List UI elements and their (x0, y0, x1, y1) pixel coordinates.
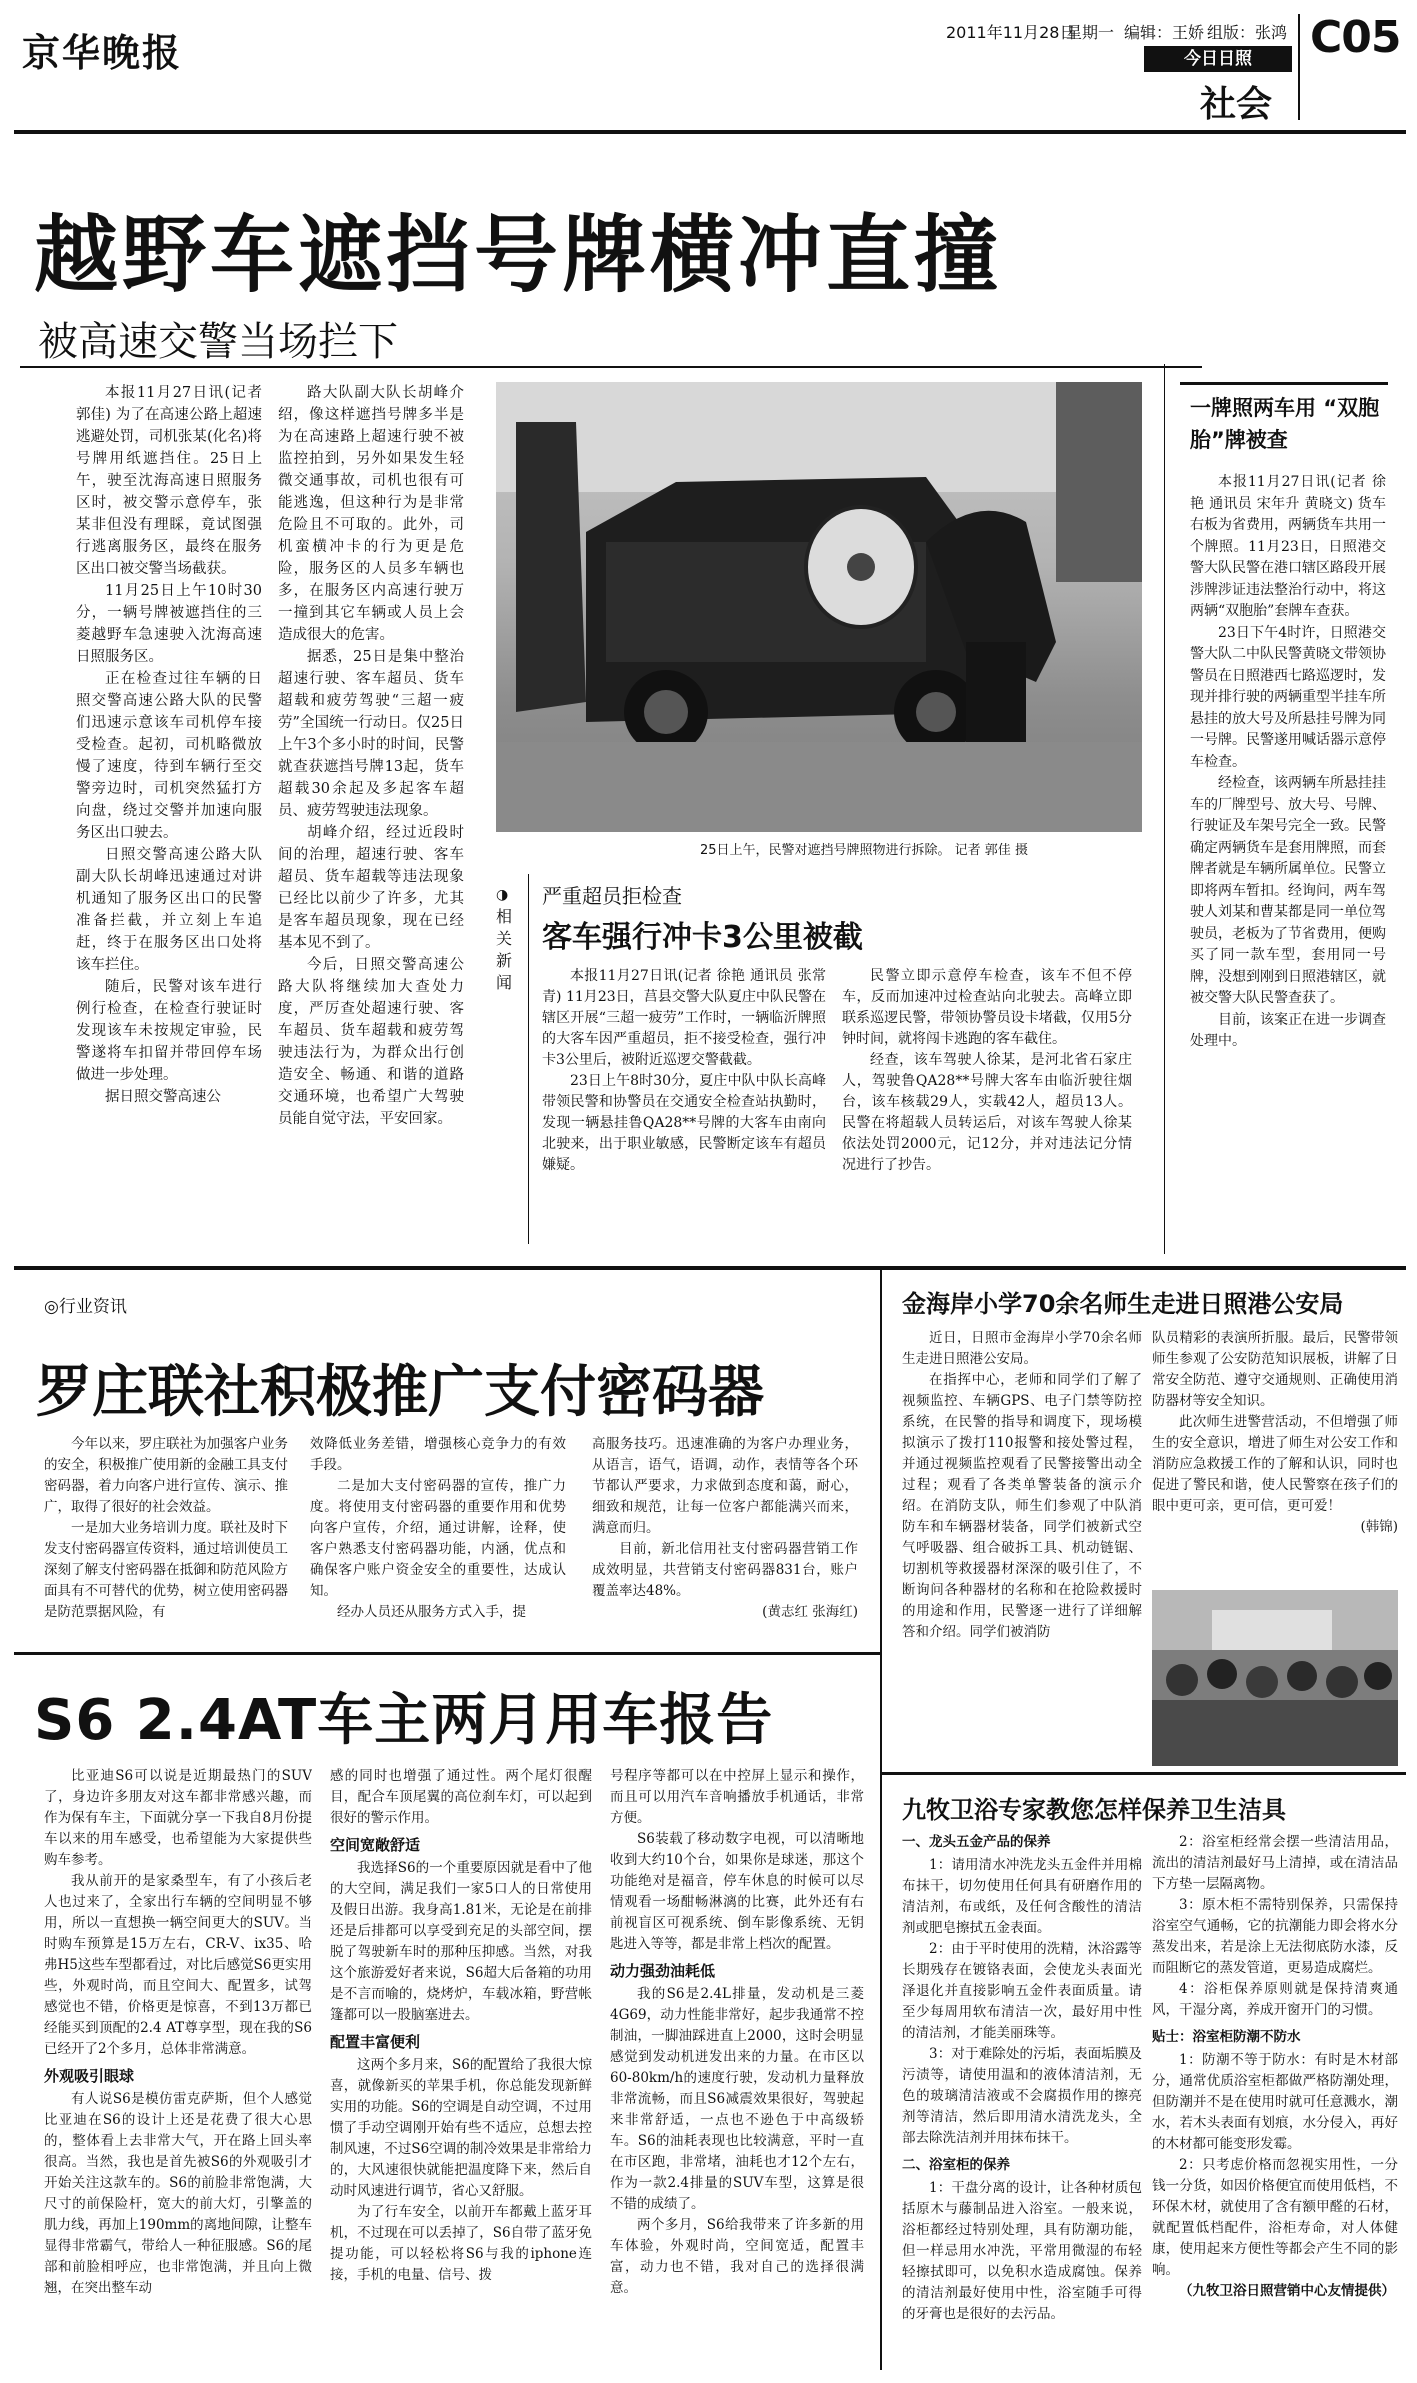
sidebar-body (1190, 472, 1386, 1252)
story1-para: 本报11月27日讯(记者 郭佳) 为了在高速公路上超速逃避处罚，司机张某(化名)将号牌用纸遮挡住。25日上午，驶至沈海高速日照服务区时，被交警示意停车，张某非但没有理睬，竟试图强行逃离服务区，最终在服务区出口被交警当场截获。 (76, 385, 262, 577)
sidebar-story (1180, 382, 1388, 1252)
story2-para: 经办人员还从服务方式入手，提 (337, 1604, 526, 1620)
sidebar-para: 经检查，该两辆车所悬挂挂车的厂牌型号、放大号、号牌、行驶证及车架号完全一致。民警确定两辆货车是套用牌照，而套牌者就是车辆所属单位。民警立即将两车暂扣。经询问，两车驾驶人刘某和曹某都是同一单位驾驶员，老板为了节省费用，便购买了同一款车型，套用同一号牌，没想到刚到日照港辖区，就被交警大队民警查获了。 (1190, 775, 1386, 1006)
related-para: 民警立即示意停车检查，该车不但不停车，反而加速冲过检查站向北驶去。高峰立即联系巡逻民警，带领协警员设卡堵截，仅用5分钟时间，就将闯卡逃跑的客车截住。 (842, 968, 1132, 1047)
related-para: 经查，该车驾驶人徐某，是河北省石家庄人，驾驶鲁QA28**号牌大客车由临沂驶往烟台，该车核载29人，实载42人，超员13人。民警在将超载人员转运后，对该车驾驶人徐某依法处罚2000元，记12分，并对违法记分情况进行了抄告。 (842, 1052, 1132, 1173)
story2-section-label-text: 行业资讯 (58, 1297, 127, 1317)
story1-rule (20, 366, 1202, 368)
related-news-label (496, 884, 520, 994)
story4-para: 这两个多月来，S6的配置给了我很大惊喜，就像新买的苹果手机，你总能发现新鲜实用的功能。S6的空调是自动空调，不过用惯了手动空调刚开始有些不适应，总想去控制风速，不过S6空调的制冷效果是非常给力的，大风速很快就能把温度降下来，然后自动时风速进行调节，省心又舒服。 (330, 2057, 592, 2199)
story5-col2 (1152, 1832, 1398, 2372)
story4-subhead: 动力强劲油耗低 (610, 1962, 716, 1980)
story1-photo-caption: 25日上午，民警对遮挡号牌照物进行拆除。 记者 郭佳 摄 (700, 843, 1028, 858)
related-news-label-text: 相关新闻 (496, 907, 513, 992)
story3-headline: 金海岸小学70余名师生走进日照港公安局 (902, 1290, 1344, 1318)
story5-para: 3：对于难除处的污垢，表面垢膜及污渍等，请使用温和的液体清洁剂，无色的玻璃清洁液或不会腐损作用的擦亮剂等清洁，然后即用清水清洗龙头，全部去除洗洁剂并用抹布抹干。 (902, 2046, 1142, 2146)
related-kicker: 严重超员拒检查 (542, 884, 682, 908)
story4-col2 (330, 1766, 592, 2366)
sidebar-para: 23日下午4时许，日照港交警大队二中队民警黄晓文带领协警员在日照港西七路巡逻时，发现并排行驶的两辆重型半挂车所悬挂的放大号及所悬挂号牌为同一号牌。民警遂用喊话器示意停车检查。 (1190, 624, 1386, 770)
related-para: 23日上午8时30分，夏庄中队中队长高峰带领民警和协警员在交通安全检查站执勤时，发现一辆悬挂鲁QA28**号牌的大客车由南向北驶来，出于职业敏感，民警断定该车有超员嫌疑。 (542, 1073, 826, 1173)
students-photo-illustration (1152, 1590, 1398, 1766)
story5-col1 (902, 1832, 1142, 2372)
story5-para: 1：防潮不等于防水：有时是木材部分，通常优质浴室柜都做严格防潮处理，但防潮并不是在使用时就可任意溅水，潮水，若木头表面有划痕，水分侵入，再好的木材都可能变形发霉。 (1152, 2052, 1398, 2152)
related-headline: 客车强行冲卡3公里被截 (542, 920, 863, 955)
story3-para: 此次师生进警营活动，不但增强了师生的安全意识，增进了师生对公安工作和消防应急救援工作的了解和认识，同时也促进了警民和谐，使人民警察在孩子们的眼中更可亲，更可信，更可爱！ (1152, 1414, 1398, 1514)
story3-para: 在指挥中心，老师和同学们了解了视频监控、车辆GPS、电子门禁等防控系统，在民警的指导和调度下，现场模拟演示了拨打110报警和接处警过程，并通过视频监控观看了民警接警出动全过程；观看了各类单警装备的演示介绍。在消防支队，师生们参观了中队消防车和车辆器材装备，同学们被新式空气呼吸器、组合破拆工具、机动链锯、切割机等救援器材深深的吸引住了，不断询问各种器材的名称和在抢险救援时的用途和作用，民警逐一进行了详细解答和介绍。同学们被消防 (902, 1372, 1142, 1640)
story4-para: 比亚迪S6可以说是近期最热门的SUV了，身边许多朋友对这车都非常感兴趣，而作为保有车主，下面就分享一下我自8月份提车以来的用车感受，也希望能为大家提供些购车参考。 (44, 1768, 312, 1868)
story5-subhead: 二、浴室柜的保养 (902, 2157, 1010, 2173)
layout-credit: 组版：张鸿 (1207, 23, 1288, 42)
story4-para: 我从前开的是家桑型车，有了小孩后老人也过来了，全家出行车辆的空间明显不够用，所以一直想换一辆空间更大的SUV。当时购车预算是15万左右，CR-V、ix35、哈弗H5这些车型都看过，对比后感觉S6更实用些，外观时尚，而且空间大、配置多，试驾感觉也不错，价格更是惊喜，不到13万都已经能买到顶配的2.4 AT尊享型，现在我的S6已经开了2个多月，总体非常满意。 (44, 1873, 312, 2057)
page-number: C05 (1310, 12, 1401, 63)
story2-col2 (310, 1434, 566, 1644)
story5-subhead: 贴士：浴室柜防潮不防水 (1152, 2029, 1301, 2045)
story1-para: 今后，日照交警高速公路大队将继续加大查处力度，严厉查处超速行驶、客车超员、货车超载和疲劳驾驶违法行为，为群众出行创造安全、畅通、和谐的道路交通环境，也希望广大驾驶员能自觉守法，平安回家。 (278, 957, 464, 1127)
story1 (0, 134, 1417, 1264)
story3-photo (1152, 1590, 1398, 1766)
story4-headline: S6 2.4AT车主两月用车报告 (34, 1688, 774, 1753)
story1-para: 随后，民警对该车进行例行检查，在检查行驶证时发现该车未按规定审验，民警遂将车扣留并带回停车场做进一步处理。 (76, 979, 262, 1083)
story2-col1 (44, 1434, 288, 1644)
story4 (0, 1656, 880, 2376)
story2-section-label (44, 1292, 127, 1317)
paper-name: 京华晚报 (22, 30, 183, 75)
sidebar-divider (1164, 364, 1165, 1254)
related-col1 (542, 966, 826, 1244)
story5-para: 1：请用清水冲洗龙头五金件并用棉布抹干，切勿使用任何具有研磨作用的清洁剂，布或纸，及任何含酸性的清洁剂或肥皂擦拭五金表面。 (902, 1857, 1142, 1936)
story4-para: 感的同时也增强了通过性。两个尾灯很醒目，配合车顶尾翼的高位刹车灯，可以起到很好的警示作用。 (330, 1768, 592, 1826)
story1-para: 胡峰介绍，经过近段时间的治理，超速行驶、客车超员、货车超载等违法现象已经比以前少了许多，尤其是客车超员现象，现在已经基本见不到了。 (278, 825, 464, 951)
related-news-box (496, 874, 1142, 1254)
story4-subhead: 空间宽敞舒适 (330, 1836, 421, 1854)
section-rule-3 (882, 1772, 1406, 1775)
story1-para: 正在检查过往车辆的日照交警高速公路大队的民警们迅速示意该车司机停车接受检查。起初，司机略微放慢了速度，待到车辆行至交警旁边时，司机突然猛打方向盘，绕过交警并加速向服务区出口驶去。 (76, 671, 262, 841)
sidebar-para: 本报11月27日讯(记者 徐艳 通讯员 宋年升 黄晓文) 货车右板为省费用，两辆货车共用一个牌照。11月23日，日照港交警大队民警在港口辖区路段开展涉牌涉证违法整治行动中，将这两辆“双胞胎”套牌车查获。 (1190, 474, 1386, 619)
related-news-icon: ◑ (496, 887, 509, 903)
story2-para: 今年以来，罗庄联社为加强客户业务的安全，积极推广使用新的金融工具支付密码器，着力向客户进行宣传、演示、推广，取得了很好的社会效益。 (44, 1436, 288, 1515)
section-name: 社会 (1200, 84, 1273, 125)
issue-weekday: 星期一 (1066, 23, 1115, 42)
story2-para: 二是加大支付密码器的宣传，推广力度。将使用支付密码器的重要作用和优势向客户宣传，介绍，通过讲解，诠释，使客户熟悉支付密码器功能，内涵，优点和确保客户账户资金安全的重要性，达成认知。 (310, 1478, 566, 1599)
story1-photo (496, 382, 1142, 832)
section-rule-1 (14, 1266, 1406, 1270)
story4-col3 (610, 1766, 864, 2366)
story5-para: 2：浴室柜经常会摆一些清洁用品，流出的清洁剂最好马上清掉，或在清洁品下方垫一层隔离物。 (1152, 1834, 1398, 1892)
story4-para: 我选择S6的一个重要原因就是看中了他的大空间，满足我们一家5口人的日常使用及假日出游。我身高1.81米，无论是在前排还是后排都可以享受到充足的头部空间，摆脱了驾驶新车时的那种压抑感。当然，对我这个旅游爱好者来说，S6超大后备箱的功用是不言而喻的，烧烤炉，车载冰箱，野营帐篷都可以一股脑塞进去。 (330, 1860, 592, 2023)
story4-para: 我的S6是2.4L排量，发动机是三菱4G69，动力性能非常好，起步我通常不控制油，一脚油踩进直上2000，这时会明显感觉到发动机迸发出来的力量。在市区以60-80km/h的速度行驶，发动机力量释放非常流畅，而且S6减震效果很好，驾驶起来非常舒适，一点也不逊色于中高级轿车。S6的油耗表现也比较满意，平时一直在市区跑，非常堵，油耗也才12个左右，作为一款2.4排量的SUV车型，这算是很不错的成绩了。 (610, 1986, 864, 2212)
story1-headline: 越野车遮挡号牌横冲直撞 (34, 206, 1003, 304)
story1-col2 (278, 382, 464, 1252)
story4-subhead: 外观吸引眼球 (44, 2067, 135, 2085)
story2-headline: 罗庄联社积极推广支付密码器 (36, 1360, 764, 1425)
story1-col1 (76, 382, 262, 1252)
masthead-divider (1298, 14, 1300, 120)
story3-para: 队员精彩的表演所折服。最后，民警带领师生参观了公安防范知识展板，讲解了日常安全防范、遵守交通规则、正确使用消防器材等安全知识。 (1152, 1330, 1398, 1409)
story3-col1 (902, 1328, 1142, 1762)
story5-para: 4：浴柜保养原则就是保持清爽通风，干湿分离，养成开窗开门的习惯。 (1152, 1981, 1398, 2018)
story2 (0, 1272, 880, 1652)
story3-byline: (韩锦) (1360, 1519, 1398, 1535)
story2-para: 目前，新北信用社支付密码器营销工作成效明显，共营销支付密码器831台，账户覆盖率达48%。 (592, 1541, 858, 1599)
sidebar-headline: 一牌照两车用 “双胞胎”牌被查 (1190, 396, 1380, 452)
related-para: 本报11月27日讯(记者 徐艳 通讯员 张常青) 11月23日，莒县交警大队夏庄中队民警在辖区开展“三超一疲劳”工作时，一辆临沂牌照的大客车因严重超员，拒不接受检查，强行冲卡3公里后，被附近巡逻交警截截。 (542, 968, 826, 1068)
related-col2 (842, 966, 1132, 1244)
story1-para: 11月25日上午10时30分，一辆号牌被遮挡住的三菱越野车急速驶入沈海高速日照服务区。 (76, 583, 262, 665)
story1-para: 据日照交警高速公 (105, 1089, 221, 1105)
story4-subhead: 配置丰富便利 (330, 2033, 421, 2051)
section-rule-2 (14, 1652, 880, 1655)
story3-para: 近日，日照市金海岸小学70余名师生走进日照港公安局。 (902, 1330, 1142, 1367)
section-tag: 今日日照 (1144, 46, 1292, 72)
story5-credit: （九牧卫浴日照营销中心友情提供） (1179, 2283, 1395, 2299)
story5 (884, 1776, 1406, 2376)
story1-subhead: 被高速交警当场拦下 (38, 319, 398, 365)
story3 (884, 1272, 1406, 1772)
sidebar-top-rule (1180, 382, 1388, 385)
story4-para: 号程序等都可以在中控屏上显示和操作，而且可以用汽车音响播放手机通话，非常方便。 (610, 1768, 864, 1826)
story4-para: S6装载了移动数字电视，可以清晰地收到大约10个台，如果你是球迷，那这个功能绝对是福音，停车休息的时候可以尽情观看一场酣畅淋漓的比赛，此外还有右前视盲区可视系统、倒车影像系统、无钥匙进入等等，都是非常上档次的配置。 (610, 1831, 864, 1952)
suv-photo-illustration (496, 382, 1142, 832)
masthead (0, 0, 1417, 128)
related-divider (528, 874, 529, 1244)
story4-para: 为了行车安全，以前开车都戴上蓝牙耳机，不过现在可以丢掉了，S6自带了蓝牙免提功能，可以轻松将S6与我的iphone连接，手机的电量、信号、拨 (330, 2204, 592, 2283)
story2-byline: (黄志红 张海红) (762, 1604, 858, 1620)
story5-headline: 九牧卫浴专家教您怎样保养卫生洁具 (902, 1796, 1286, 1824)
story2-para: 一是加大业务培训力度。联社及时下发支付密码器宣传资料，通过培训使员工深刻了解支付密码器在抵御和防范风险方面具有不可替代的优势，树立使用密码器是防范票据风险，有 (44, 1520, 288, 1620)
story5-para: 2：由于平时使用的洗精，沐浴露等长期残存在镀铬表面，会使龙头表面光泽退化并直接影响五金件表面质量。请至少每周用软布清洁一次，最好用中性的清洁剂，才能美丽珠等。 (902, 1941, 1142, 2041)
sidebar-para: 目前，该案正在进一步调查处理中。 (1190, 1011, 1386, 1049)
story5-para: 2：只考虑价格而忽视实用性，一分钱一分货，如因价格便宜而使用低档，不环保木材，就使用了含有额甲醛的石材，就配置低档配件，浴柜寿命，对人体健康，使用起来方便性等都会产生不同的影响。 (1152, 2157, 1398, 2278)
editor-credit: 编辑：王娇 (1124, 23, 1205, 42)
story2-col3 (592, 1434, 858, 1644)
section-circle-icon: ◎ (44, 1297, 59, 1317)
story2-para: 效降低业务差错，增强核心竞争力的有效手段。 (310, 1436, 566, 1473)
story1-para: 路大队副大队长胡峰介绍，像这样遮挡号牌多半是为在高速路上超速行驶不被监控拍到，另外如果发生轻微交通事故，司机也很有可能逃逸，但这种行为是非常危险且不可取的。此外，司机蛮横冲卡的行为更是危险，服务区的人员多车辆也多，在服务区内高速行驶万一撞到其它车辆或人员上会造成很大的危害。 (278, 385, 464, 643)
story5-para: 1：干盘分离的设计，让各种材质包括原木与藤制品进入浴室。一般来说，浴柜都经过特别处理，具有防潮功能，但一样忌用水冲洗，平常用微湿的布轻轻擦拭即可，以免积水造成腐蚀。保养的清洁剂最好使用中性，浴室随手可得的牙膏也是很好的去污品。 (902, 2180, 1142, 2322)
story4-col1 (44, 1766, 312, 2366)
story4-para: 两个多月，S6给我带来了许多新的用车体验，外观时尚，空间宽适，配置丰富，动力也不错，我对自己的选择很满意。 (610, 2217, 864, 2296)
story1-para: 日照交警高速公路大队副大队长胡峰迅速通过对讲机通知了服务区出口的民警准备拦截，并立刻上车追赶，终于在服务区出口处将该车拦住。 (76, 847, 262, 973)
column-divider-right (880, 1270, 882, 2370)
story1-para: 据悉，25日是集中整治超速行驶、客车超员、货车超载和疲劳驾驶“三超一疲劳”全国统一行动日。仅25日上午3个多小时的时间，民警就查获遮挡号牌13起，货车超载30余起及多起客车超员、疲劳驾驶违法现象。 (278, 649, 464, 819)
story2-para: 高服务技巧。迅速准确的为客户办理业务，从语言，语气，语调，动作，表情等各个环节都认严要求，力求做到态度和蔼，耐心，细致和规范，让每一位客户都能满兴而来，满意而归。 (592, 1436, 858, 1536)
story4-para: 有人说S6是模仿雷克萨斯，但个人感觉比亚迪在S6的设计上还是花费了很大心思的，整体看上去非常大气，开在路上回头率很高。当然，我也是首先被S6的外观吸引才开始关注这款车的。S6的前脸非常饱满，大尺寸的前保险杆，宽大的前大灯，引擎盖的肌力线，再加上190mm的离地间隙，让整车显得非常霸气，带给人一种征服感。S6的尾部和前脸相呼应，也非常饱满，并且向上微翘，在突出整车动 (44, 2091, 312, 2296)
story3-col2 (1152, 1328, 1398, 1580)
story5-para: 3：原木柜不需特别保养，只需保持浴室空气通畅，它的抗潮能力即会将水分蒸发出来，若是涂上无法彻底防水漆，反而阻断它的蒸发管道，更易造成腐烂。 (1152, 1897, 1398, 1976)
issue-date: 2011年11月28日 (946, 23, 1076, 42)
story5-subhead: 一、龙头五金产品的保养 (902, 1834, 1051, 1850)
